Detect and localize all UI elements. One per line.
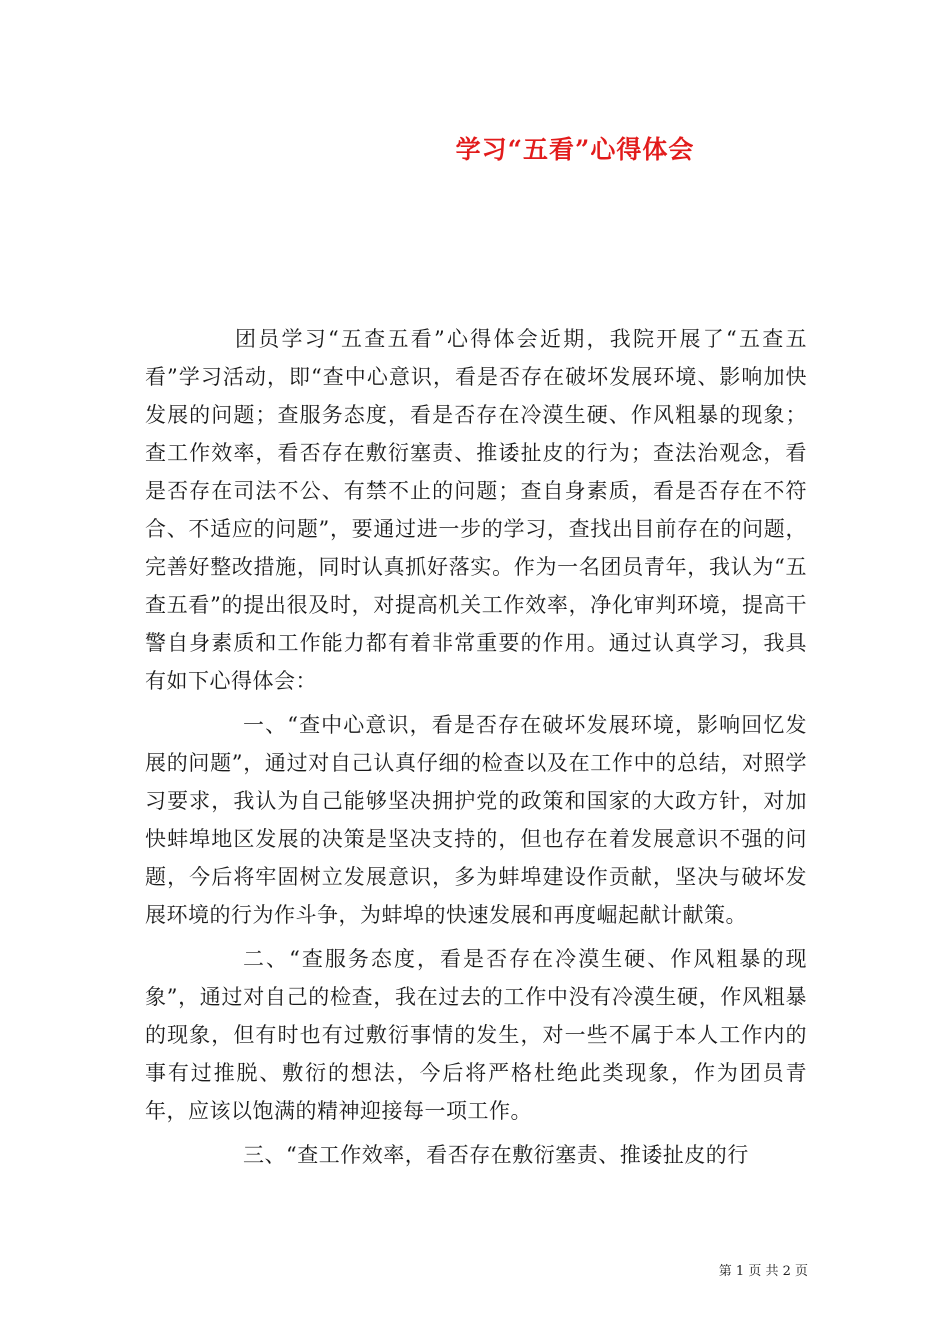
paragraph-intro: 团员学习“五查五看”心得体会近期，我院开展了“五查五看”学习活动，即“查中心意识，看是否存在破坏发展环境、影响加快发展的问题；查服务态度，看是否存在冷漠生硬、作风粗暴的现象；查工作效率，看否存在敷衍塞责、推诿扯皮的行为；查法治观念，看是否存在司法不公、有禁不止的问题；查自身素质，看是否存在不符合、不适应的问题”，要通过进一步的学习，查找出目前存在的问题，完善好整改措施，同时认真抓好落实。作为一名团员青年，我认为“五查五看”的提出很及时，对提高机关工作效率，净化审判环境，提高干警自身素质和工作能力都有着非常重要的作用。通过认真学习，我具有如下心得体会： [145,327,807,693]
page-number: 第 1 页 共 2 页 [718,1264,808,1279]
paragraph-section-2: 二、“查服务态度，看是否存在冷漠生硬、作风粗暴的现象”，通过对自己的检查，我在过去的工作中没有冷漠生硬，作风粗暴的现象，但有时也有过敷衍事情的发生，对一些不属于本人工作内的事有过推脱、敷衍的想法，今后将严格杜绝此类现象，作为团员青年，应该以饱满的精神迎接每一项工作。 [145,947,807,1123]
paragraph-section-1: 一、“查中心意识，看是否存在破坏发展环境，影响回忆发展的问题”，通过对自己认真仔细的检查以及在工作中的总结，对照学习要求，我认为自己能够坚决拥护党的政策和国家的大政方针，对加快蚌埠地区发展的决策是坚决支持的，但也存在着发展意识不强的问题，今后将牢固树立发展意识，多为蚌埠建设作贡献，坚决与破坏发展环境的行为作斗争，为蚌埠的快速发展和再度崛起献计献策。 [145,713,807,927]
document-body [145,320,807,1174]
document-title: 学习“五看”心得体会 [455,135,695,164]
paragraph-section-3: 三、“查工作效率，看否存在敷衍塞责、推诿扯皮的行 [243,1143,749,1167]
